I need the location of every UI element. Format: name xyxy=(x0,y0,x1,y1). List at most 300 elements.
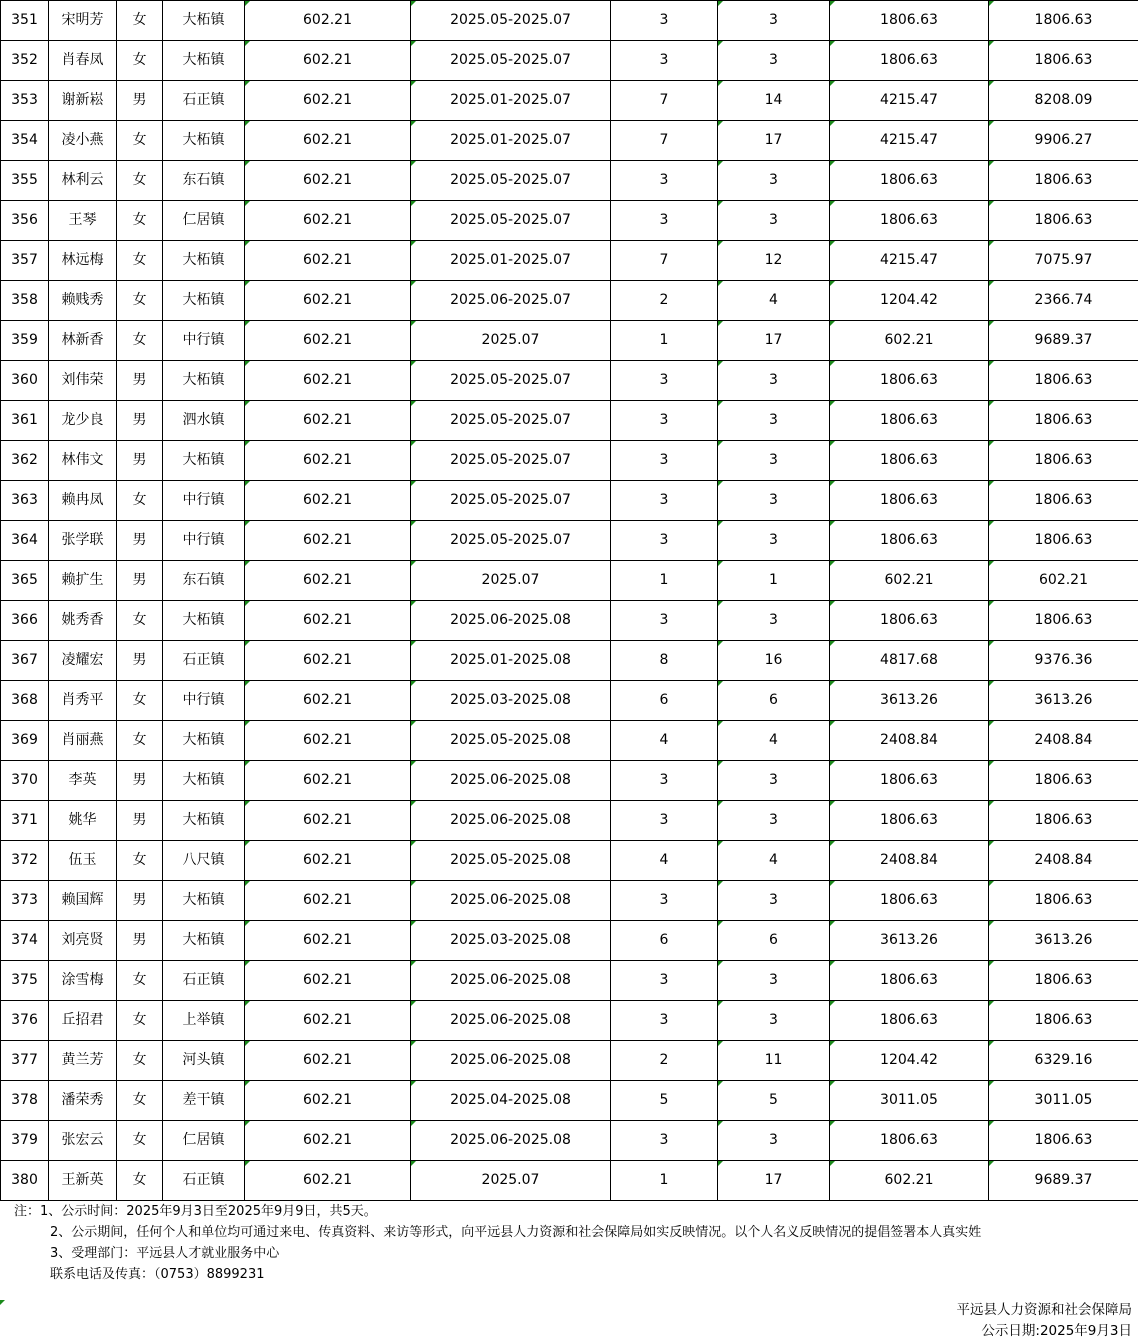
cell-total-months: 12 xyxy=(718,241,830,281)
cell-period-amount: 4215.47 xyxy=(830,121,989,161)
cell-period-amount: 3011.05 xyxy=(830,1081,989,1121)
cell-town: 大柘镇 xyxy=(163,361,245,401)
cell-monthly-amount: 602.21 xyxy=(245,441,411,481)
cell-total-amount: 9689.37 xyxy=(989,321,1138,361)
cell-gender: 女 xyxy=(117,961,163,1001)
cell-row-number: 379 xyxy=(1,1121,49,1161)
cell-months: 2 xyxy=(611,281,718,321)
cell-row-number: 377 xyxy=(1,1041,49,1081)
cell-total-months: 11 xyxy=(718,1041,830,1081)
cell-period-amount: 1204.42 xyxy=(830,1041,989,1081)
cell-months: 3 xyxy=(611,41,718,81)
notes-publicity-period: 1、公示时间：2025年9月3日至2025年9月9日，共5天。 xyxy=(40,1204,377,1219)
cell-town: 大柘镇 xyxy=(163,121,245,161)
cell-name: 林利云 xyxy=(49,161,117,201)
table-row xyxy=(1,921,1138,961)
cell-months: 3 xyxy=(611,441,718,481)
cell-town: 大柘镇 xyxy=(163,881,245,921)
cell-monthly-amount: 602.21 xyxy=(245,201,411,241)
cell-town: 大柘镇 xyxy=(163,721,245,761)
cell-name: 张宏云 xyxy=(49,1121,117,1161)
cell-monthly-amount: 602.21 xyxy=(245,321,411,361)
cell-name: 刘伟荣 xyxy=(49,361,117,401)
cell-town: 上举镇 xyxy=(163,1001,245,1041)
cell-gender: 男 xyxy=(117,561,163,601)
cell-row-number: 353 xyxy=(1,81,49,121)
cell-town: 八尺镇 xyxy=(163,841,245,881)
cell-total-months: 14 xyxy=(718,81,830,121)
cell-period: 2025.05-2025.08 xyxy=(411,721,611,761)
cell-months: 3 xyxy=(611,961,718,1001)
cell-gender: 女 xyxy=(117,1121,163,1161)
cell-row-number: 373 xyxy=(1,881,49,921)
cell-total-months: 3 xyxy=(718,881,830,921)
cell-monthly-amount: 602.21 xyxy=(245,881,411,921)
cell-name: 丘招君 xyxy=(49,1001,117,1041)
cell-name: 潘荣秀 xyxy=(49,1081,117,1121)
cell-gender: 女 xyxy=(117,161,163,201)
cell-name: 林远梅 xyxy=(49,241,117,281)
cell-total-months: 5 xyxy=(718,1081,830,1121)
cell-gender: 女 xyxy=(117,281,163,321)
cell-period-amount: 1806.63 xyxy=(830,881,989,921)
cell-total-months: 4 xyxy=(718,721,830,761)
cell-row-number: 351 xyxy=(1,1,49,41)
cell-row-number: 359 xyxy=(1,321,49,361)
cell-monthly-amount: 602.21 xyxy=(245,121,411,161)
cell-months: 3 xyxy=(611,1121,718,1161)
cell-total-amount: 3011.05 xyxy=(989,1081,1138,1121)
cell-monthly-amount: 602.21 xyxy=(245,481,411,521)
cell-period: 2025.05-2025.08 xyxy=(411,841,611,881)
cell-town: 大柘镇 xyxy=(163,241,245,281)
cell-row-number: 357 xyxy=(1,241,49,281)
cell-period-amount: 602.21 xyxy=(830,1161,989,1201)
cell-months: 7 xyxy=(611,121,718,161)
cell-name: 姚华 xyxy=(49,801,117,841)
cell-period: 2025.01-2025.07 xyxy=(411,121,611,161)
cell-period-amount: 1806.63 xyxy=(830,481,989,521)
cell-total-months: 3 xyxy=(718,961,830,1001)
cell-row-number: 376 xyxy=(1,1001,49,1041)
cell-period-amount: 1806.63 xyxy=(830,521,989,561)
cell-period: 2025.03-2025.08 xyxy=(411,681,611,721)
cell-period-amount: 4817.68 xyxy=(830,641,989,681)
cell-gender: 女 xyxy=(117,121,163,161)
cell-town: 东石镇 xyxy=(163,561,245,601)
cell-total-amount: 2366.74 xyxy=(989,281,1138,321)
cell-monthly-amount: 602.21 xyxy=(245,761,411,801)
cell-total-amount: 1806.63 xyxy=(989,881,1138,921)
cell-period: 2025.01-2025.07 xyxy=(411,81,611,121)
cell-gender: 女 xyxy=(117,321,163,361)
cell-total-amount: 1806.63 xyxy=(989,801,1138,841)
cell-name: 涂雪梅 xyxy=(49,961,117,1001)
cell-monthly-amount: 602.21 xyxy=(245,601,411,641)
cell-gender: 男 xyxy=(117,441,163,481)
cell-name: 肖秀平 xyxy=(49,681,117,721)
cell-town: 泗水镇 xyxy=(163,401,245,441)
cell-monthly-amount: 602.21 xyxy=(245,561,411,601)
cell-name: 赖扩生 xyxy=(49,561,117,601)
cell-months: 3 xyxy=(611,761,718,801)
table-row xyxy=(1,1041,1138,1081)
cell-total-months: 17 xyxy=(718,121,830,161)
cell-row-number: 368 xyxy=(1,681,49,721)
cell-town: 大柘镇 xyxy=(163,921,245,961)
cell-period: 2025.06-2025.08 xyxy=(411,761,611,801)
table-row xyxy=(1,561,1138,601)
cell-town: 河头镇 xyxy=(163,1041,245,1081)
cell-town: 差干镇 xyxy=(163,1081,245,1121)
cell-town: 石正镇 xyxy=(163,961,245,1001)
cell-gender: 女 xyxy=(117,481,163,521)
cell-total-amount: 1806.63 xyxy=(989,481,1138,521)
cell-period-amount: 1806.63 xyxy=(830,401,989,441)
cell-period: 2025.04-2025.08 xyxy=(411,1081,611,1121)
cell-row-number: 370 xyxy=(1,761,49,801)
table-row xyxy=(1,281,1138,321)
cell-name: 王新英 xyxy=(49,1161,117,1201)
cell-total-months: 3 xyxy=(718,41,830,81)
table-row xyxy=(1,641,1138,681)
cell-months: 1 xyxy=(611,321,718,361)
cell-total-amount: 7075.97 xyxy=(989,241,1138,281)
cell-row-number: 352 xyxy=(1,41,49,81)
cell-gender: 男 xyxy=(117,401,163,441)
cell-monthly-amount: 602.21 xyxy=(245,1121,411,1161)
cell-name: 林伟文 xyxy=(49,441,117,481)
cell-months: 7 xyxy=(611,81,718,121)
cell-monthly-amount: 602.21 xyxy=(245,41,411,81)
cell-total-amount: 1806.63 xyxy=(989,1,1138,41)
cell-total-months: 3 xyxy=(718,481,830,521)
cell-period: 2025.07 xyxy=(411,1161,611,1201)
table-row xyxy=(1,881,1138,921)
cell-total-months: 16 xyxy=(718,641,830,681)
cell-gender: 女 xyxy=(117,721,163,761)
cell-row-number: 354 xyxy=(1,121,49,161)
cell-period-amount: 1806.63 xyxy=(830,761,989,801)
cell-period: 2025.06-2025.07 xyxy=(411,281,611,321)
cell-name: 凌小燕 xyxy=(49,121,117,161)
cell-flag-marker xyxy=(0,1300,5,1305)
table-row xyxy=(1,1,1138,41)
cell-monthly-amount: 602.21 xyxy=(245,841,411,881)
table-row xyxy=(1,81,1138,121)
cell-period-amount: 1806.63 xyxy=(830,361,989,401)
cell-total-amount: 1806.63 xyxy=(989,361,1138,401)
cell-months: 6 xyxy=(611,921,718,961)
table-row xyxy=(1,801,1138,841)
cell-total-amount: 602.21 xyxy=(989,561,1138,601)
cell-name: 凌耀宏 xyxy=(49,641,117,681)
cell-total-amount: 1806.63 xyxy=(989,1001,1138,1041)
cell-months: 3 xyxy=(611,1,718,41)
cell-gender: 男 xyxy=(117,521,163,561)
cell-name: 刘亮贤 xyxy=(49,921,117,961)
cell-total-amount: 1806.63 xyxy=(989,961,1138,1001)
cell-name: 赖冉凤 xyxy=(49,481,117,521)
cell-row-number: 371 xyxy=(1,801,49,841)
cell-name: 张学联 xyxy=(49,521,117,561)
table-row xyxy=(1,161,1138,201)
cell-period-amount: 2408.84 xyxy=(830,721,989,761)
cell-total-months: 3 xyxy=(718,401,830,441)
cell-total-amount: 3613.26 xyxy=(989,681,1138,721)
cell-town: 东石镇 xyxy=(163,161,245,201)
cell-months: 5 xyxy=(611,1081,718,1121)
table-row xyxy=(1,481,1138,521)
cell-town: 大柘镇 xyxy=(163,1,245,41)
cell-total-months: 3 xyxy=(718,441,830,481)
notes-contact-phone: 联系电话及传真：（0753）8899231 xyxy=(14,1264,981,1285)
cell-town: 大柘镇 xyxy=(163,601,245,641)
footer-date: 公示日期:2025年9月3日 xyxy=(957,1321,1133,1342)
cell-monthly-amount: 602.21 xyxy=(245,81,411,121)
cell-months: 3 xyxy=(611,801,718,841)
table-row xyxy=(1,1121,1138,1161)
table-row xyxy=(1,241,1138,281)
cell-months: 3 xyxy=(611,1001,718,1041)
footer-org: 平远县人力资源和社会保障局 xyxy=(957,1300,1133,1321)
cell-total-amount: 1806.63 xyxy=(989,401,1138,441)
cell-town: 中行镇 xyxy=(163,481,245,521)
table-row xyxy=(1,401,1138,441)
table-row xyxy=(1,361,1138,401)
cell-period: 2025.05-2025.07 xyxy=(411,201,611,241)
cell-row-number: 380 xyxy=(1,1161,49,1201)
cell-town: 中行镇 xyxy=(163,521,245,561)
cell-period: 2025.06-2025.08 xyxy=(411,1041,611,1081)
cell-period: 2025.06-2025.08 xyxy=(411,1121,611,1161)
cell-row-number: 361 xyxy=(1,401,49,441)
cell-total-amount: 3613.26 xyxy=(989,921,1138,961)
cell-period-amount: 1806.63 xyxy=(830,161,989,201)
cell-total-amount: 1806.63 xyxy=(989,161,1138,201)
cell-period: 2025.06-2025.08 xyxy=(411,961,611,1001)
cell-period-amount: 1806.63 xyxy=(830,601,989,641)
cell-total-amount: 2408.84 xyxy=(989,721,1138,761)
cell-row-number: 364 xyxy=(1,521,49,561)
cell-town: 大柘镇 xyxy=(163,801,245,841)
cell-total-amount: 1806.63 xyxy=(989,441,1138,481)
cell-row-number: 369 xyxy=(1,721,49,761)
cell-period-amount: 2408.84 xyxy=(830,841,989,881)
cell-name: 姚秀香 xyxy=(49,601,117,641)
cell-total-amount: 9689.37 xyxy=(989,1161,1138,1201)
cell-months: 3 xyxy=(611,161,718,201)
cell-town: 中行镇 xyxy=(163,681,245,721)
cell-total-months: 3 xyxy=(718,1001,830,1041)
table-row xyxy=(1,521,1138,561)
cell-monthly-amount: 602.21 xyxy=(245,681,411,721)
cell-gender: 女 xyxy=(117,681,163,721)
cell-row-number: 375 xyxy=(1,961,49,1001)
cell-gender: 女 xyxy=(117,201,163,241)
cell-total-amount: 8208.09 xyxy=(989,81,1138,121)
cell-period-amount: 602.21 xyxy=(830,321,989,361)
cell-monthly-amount: 602.21 xyxy=(245,361,411,401)
cell-months: 3 xyxy=(611,401,718,441)
cell-town: 仁居镇 xyxy=(163,1121,245,1161)
cell-period-amount: 3613.26 xyxy=(830,681,989,721)
cell-monthly-amount: 602.21 xyxy=(245,1041,411,1081)
cell-period-amount: 1806.63 xyxy=(830,41,989,81)
cell-name: 王琴 xyxy=(49,201,117,241)
cell-total-months: 3 xyxy=(718,201,830,241)
cell-gender: 女 xyxy=(117,841,163,881)
cell-period-amount: 4215.47 xyxy=(830,241,989,281)
cell-gender: 女 xyxy=(117,1161,163,1201)
cell-months: 3 xyxy=(611,201,718,241)
cell-row-number: 365 xyxy=(1,561,49,601)
cell-period-amount: 3613.26 xyxy=(830,921,989,961)
cell-period: 2025.05-2025.07 xyxy=(411,401,611,441)
cell-total-months: 3 xyxy=(718,801,830,841)
cell-row-number: 363 xyxy=(1,481,49,521)
cell-name: 谢新崧 xyxy=(49,81,117,121)
cell-row-number: 378 xyxy=(1,1081,49,1121)
cell-months: 8 xyxy=(611,641,718,681)
cell-months: 3 xyxy=(611,601,718,641)
cell-row-number: 358 xyxy=(1,281,49,321)
cell-gender: 男 xyxy=(117,641,163,681)
cell-period: 2025.06-2025.08 xyxy=(411,881,611,921)
cell-months: 1 xyxy=(611,561,718,601)
notes-label: 注： xyxy=(14,1204,40,1219)
table-row xyxy=(1,441,1138,481)
cell-gender: 女 xyxy=(117,41,163,81)
cell-total-months: 3 xyxy=(718,361,830,401)
cell-monthly-amount: 602.21 xyxy=(245,921,411,961)
cell-monthly-amount: 602.21 xyxy=(245,1161,411,1201)
cell-period-amount: 1204.42 xyxy=(830,281,989,321)
cell-months: 3 xyxy=(611,881,718,921)
cell-row-number: 360 xyxy=(1,361,49,401)
cell-total-months: 4 xyxy=(718,281,830,321)
cell-months: 3 xyxy=(611,361,718,401)
cell-gender: 男 xyxy=(117,761,163,801)
table-row xyxy=(1,201,1138,241)
cell-total-amount: 1806.63 xyxy=(989,1121,1138,1161)
table-row xyxy=(1,721,1138,761)
cell-period: 2025.05-2025.07 xyxy=(411,41,611,81)
cell-town: 大柘镇 xyxy=(163,441,245,481)
cell-monthly-amount: 602.21 xyxy=(245,1081,411,1121)
cell-period-amount: 602.21 xyxy=(830,561,989,601)
cell-total-months: 3 xyxy=(718,761,830,801)
cell-total-amount: 9376.36 xyxy=(989,641,1138,681)
cell-town: 石正镇 xyxy=(163,81,245,121)
cell-period-amount: 1806.63 xyxy=(830,961,989,1001)
cell-period: 2025.07 xyxy=(411,321,611,361)
cell-months: 4 xyxy=(611,841,718,881)
cell-months: 1 xyxy=(611,1161,718,1201)
cell-period-amount: 1806.63 xyxy=(830,201,989,241)
cell-monthly-amount: 602.21 xyxy=(245,1,411,41)
table-row xyxy=(1,841,1138,881)
cell-name: 肖春凤 xyxy=(49,41,117,81)
cell-row-number: 356 xyxy=(1,201,49,241)
cell-period-amount: 1806.63 xyxy=(830,1121,989,1161)
notes-line-3: 3、受理部门：平远县人才就业服务中心 xyxy=(14,1243,981,1264)
cell-name: 林新香 xyxy=(49,321,117,361)
table-row xyxy=(1,681,1138,721)
cell-total-months: 6 xyxy=(718,681,830,721)
cell-total-months: 3 xyxy=(718,601,830,641)
cell-monthly-amount: 602.21 xyxy=(245,721,411,761)
cell-months: 6 xyxy=(611,681,718,721)
cell-gender: 男 xyxy=(117,881,163,921)
cell-monthly-amount: 602.21 xyxy=(245,401,411,441)
cell-period-amount: 1806.63 xyxy=(830,441,989,481)
table-body xyxy=(1,1,1138,1201)
cell-period: 2025.05-2025.07 xyxy=(411,441,611,481)
cell-monthly-amount: 602.21 xyxy=(245,281,411,321)
cell-total-months: 3 xyxy=(718,521,830,561)
cell-period: 2025.07 xyxy=(411,561,611,601)
cell-monthly-amount: 602.21 xyxy=(245,521,411,561)
cell-period: 2025.05-2025.07 xyxy=(411,161,611,201)
notes-line-2: 2、公示期间，任何个人和单位均可通过来电、传真资料、来访等形式，向平远县人力资源和社会保障局如实反映情况。以个人名义反映情况的提倡签署本人真实姓 xyxy=(14,1222,981,1243)
table-row xyxy=(1,1081,1138,1121)
cell-months: 2 xyxy=(611,1041,718,1081)
table-row xyxy=(1,1161,1138,1201)
cell-name: 黄兰芳 xyxy=(49,1041,117,1081)
cell-town: 大柘镇 xyxy=(163,41,245,81)
cell-town: 石正镇 xyxy=(163,641,245,681)
notes-section xyxy=(14,1201,981,1285)
cell-period: 2025.06-2025.08 xyxy=(411,1001,611,1041)
cell-total-months: 1 xyxy=(718,561,830,601)
cell-row-number: 372 xyxy=(1,841,49,881)
cell-total-months: 3 xyxy=(718,1,830,41)
cell-town: 仁居镇 xyxy=(163,201,245,241)
table-row xyxy=(1,121,1138,161)
cell-town: 中行镇 xyxy=(163,321,245,361)
table-row xyxy=(1,1001,1138,1041)
cell-total-months: 17 xyxy=(718,1161,830,1201)
cell-period: 2025.06-2025.08 xyxy=(411,801,611,841)
table-row xyxy=(1,761,1138,801)
cell-total-amount: 2408.84 xyxy=(989,841,1138,881)
table-row xyxy=(1,41,1138,81)
cell-period-amount: 1806.63 xyxy=(830,1,989,41)
notes-line-1 xyxy=(14,1201,981,1222)
cell-name: 李英 xyxy=(49,761,117,801)
cell-total-months: 3 xyxy=(718,161,830,201)
cell-name: 赖贱秀 xyxy=(49,281,117,321)
table-row xyxy=(1,321,1138,361)
footer-signature xyxy=(957,1300,1133,1342)
cell-period: 2025.06-2025.08 xyxy=(411,601,611,641)
cell-total-amount: 1806.63 xyxy=(989,521,1138,561)
cell-town: 大柘镇 xyxy=(163,281,245,321)
cell-total-amount: 1806.63 xyxy=(989,761,1138,801)
cell-total-months: 6 xyxy=(718,921,830,961)
cell-total-months: 3 xyxy=(718,1121,830,1161)
cell-name: 肖丽燕 xyxy=(49,721,117,761)
cell-monthly-amount: 602.21 xyxy=(245,161,411,201)
cell-row-number: 367 xyxy=(1,641,49,681)
cell-name: 伍玉 xyxy=(49,841,117,881)
cell-row-number: 355 xyxy=(1,161,49,201)
cell-town: 石正镇 xyxy=(163,1161,245,1201)
cell-period: 2025.05-2025.07 xyxy=(411,361,611,401)
cell-gender: 女 xyxy=(117,1081,163,1121)
cell-months: 3 xyxy=(611,521,718,561)
